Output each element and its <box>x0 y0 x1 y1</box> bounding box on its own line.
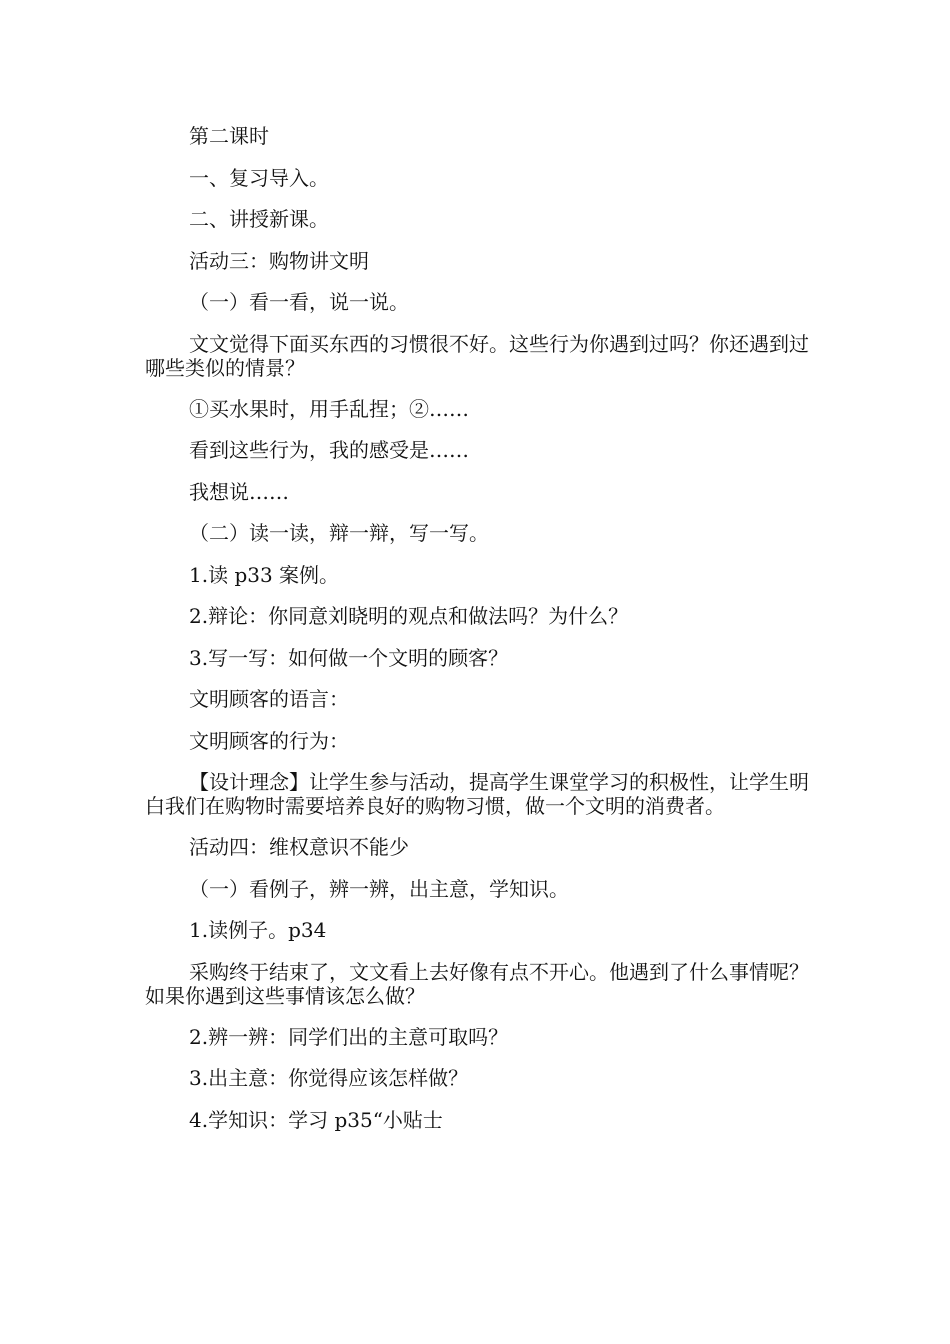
section-new-lesson: 二、讲授新课。 <box>189 207 329 231</box>
activity-four-title: 活动四：维权意识不能少 <box>189 835 409 859</box>
step-suggest: 3.出主意：你觉得应该怎样做？ <box>189 1066 469 1090</box>
subsection-read-debate-write: （二）读一读，辩一辩，写一写。 <box>189 521 489 545</box>
step-read-case: 1.读 p33 案例。 <box>189 562 340 587</box>
section-review: 一、复习导入。 <box>189 165 329 190</box>
step-read-example: 1.读例子。p34 <box>189 918 327 942</box>
prompt-say: 我想说…… <box>189 479 289 504</box>
step-write: 3.写一写：如何做一个文明的顾客？ <box>189 645 509 670</box>
customer-behavior: 文明顾客的行为： <box>189 728 349 753</box>
paragraph-bad-habits: 文文觉得下面买东西的习惯很不好。这些行为你遇到过吗？你还遇到过哪些类似的情景？ <box>145 331 809 380</box>
lesson-heading: 第二课时 <box>189 124 269 148</box>
example-fruit: ①买水果时，用手乱捏；②…… <box>189 396 469 421</box>
activity-three-title: 活动三：购物讲文明 <box>189 248 369 273</box>
customer-language: 文明顾客的语言： <box>189 687 349 711</box>
subsection-look-say: （一）看一看，说一说。 <box>189 290 409 314</box>
paragraph-shopping-end: 采购终于结束了，文文看上去好像有点不开心。他遇到了什么事情呢？如果你遇到这些事情该怎么做？ <box>145 959 809 1008</box>
step-debate: 2.辩论：你同意刘晓明的观点和做法吗？为什么？ <box>189 604 629 628</box>
prompt-feeling: 看到这些行为，我的感受是…… <box>189 438 469 462</box>
subsection-example-knowledge: （一）看例子，辨一辨，出主意，学知识。 <box>189 876 569 901</box>
document-body <box>145 124 810 1149</box>
design-concept: 【设计理念】让学生参与活动，提高学生课堂学习的积极性，让学生明白我们在购物时需要培养良好的购物习惯，做一个文明的消费者。 <box>145 770 809 818</box>
step-discern: 2.辨一辨：同学们出的主意可取吗？ <box>189 1024 509 1049</box>
step-learn-tips: 4.学知识：学习 p35“小贴士 <box>189 1107 443 1132</box>
